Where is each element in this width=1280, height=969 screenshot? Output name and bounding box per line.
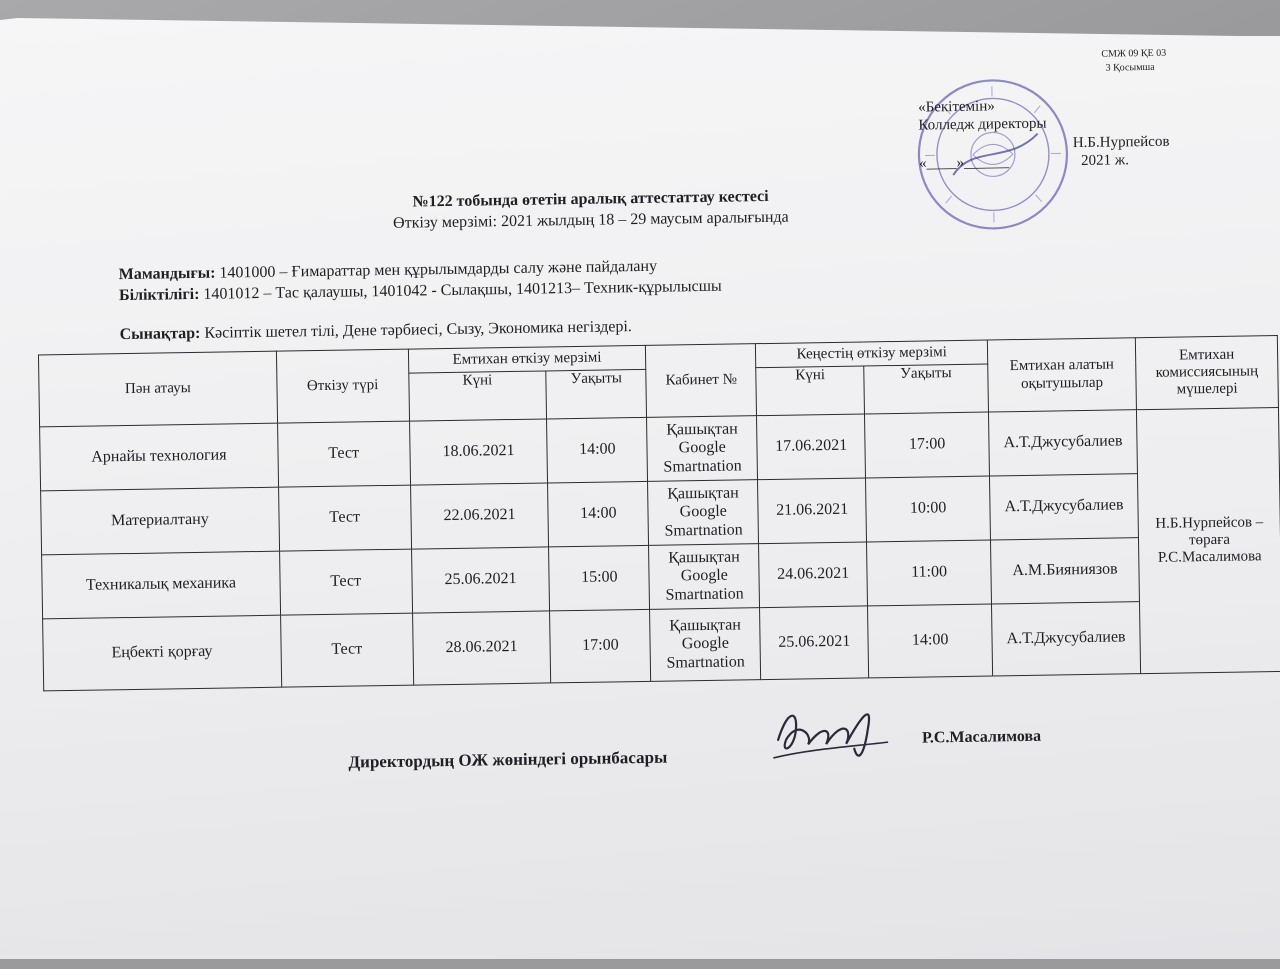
approve-label: «Бекітемін» <box>918 98 995 116</box>
row-consult-time: 10:00 <box>866 476 991 542</box>
schedule-table <box>38 335 1280 691</box>
deputy-title: Директордың ОЖ жөніндегі орынбасары <box>348 748 667 773</box>
exams-line <box>120 318 632 344</box>
header-teachers: Емтихан алатын оқытушылар <box>987 338 1136 412</box>
deputy-signature <box>767 698 898 770</box>
header-exam-time: Уақыты <box>546 369 647 419</box>
row-teacher: А.М.Бияниязов <box>991 538 1140 604</box>
row-cabinet: Қашықтан Google Smartnation <box>647 416 758 482</box>
row-exam-date: 22.06.2021 <box>410 483 549 549</box>
row-exam-time: 14:00 <box>547 417 648 483</box>
document-subtitle: Өткізу мерзімі: 2021 жылдың 18 – 29 маусым аралығында <box>296 207 886 234</box>
header-consult-period: Кеңестің өткізу мерзімі <box>756 340 988 368</box>
specialty-label: Мамандығы: <box>119 265 216 284</box>
row-subject: Арнайы технология <box>40 423 279 491</box>
header-type: Өткізу түрі <box>276 349 409 423</box>
row-consult-time: 14:00 <box>868 604 993 678</box>
deputy-name: Р.С.Масалимова <box>922 728 1041 748</box>
row-consult-time: 17:00 <box>865 412 990 478</box>
row-subject: Материалтану <box>41 487 280 555</box>
qualification-value: 1401012 – Тас қалаушы, 1401042 - Сылақшы, 1401213– Техник-құрылысшы <box>203 278 722 303</box>
row-consult-date: 17.06.2021 <box>757 414 866 480</box>
row-type: Тест <box>277 421 410 487</box>
row-type: Тест <box>278 485 411 551</box>
row-exam-time: 14:00 <box>548 481 649 547</box>
exams-label: Сынақтар: <box>120 325 201 343</box>
attachment-label: 3 Қосымша <box>1106 62 1155 74</box>
row-consult-date: 21.06.2021 <box>758 478 867 544</box>
commission-members: Н.Б.Нурпейсов – төраға Р.С.Масалимова <box>1136 407 1280 673</box>
row-subject: Техникалық механика <box>42 551 281 619</box>
row-type: Тест <box>280 613 413 687</box>
header-commission: Емтихан комиссиясының мүшелері <box>1135 335 1278 409</box>
row-cabinet: Қашықтан Google Smartnation <box>650 608 761 682</box>
approval-year: 2021 ж. <box>1081 152 1129 170</box>
row-subject: Еңбекті қорғау <box>43 615 282 691</box>
qualification-label: Біліктілігі: <box>119 286 200 304</box>
header-cabinet: Кабинет № <box>646 344 757 418</box>
row-exam-date: 25.06.2021 <box>411 547 550 613</box>
header-consult-day: Күні <box>756 366 865 416</box>
row-cabinet: Қашықтан Google Smartnation <box>648 480 759 546</box>
approval-date-blank: «____»______ <box>919 154 1009 172</box>
row-cabinet: Қашықтан Google Smartnation <box>649 544 760 610</box>
form-code: СМЖ 09 ҚЕ 03 <box>1101 48 1166 60</box>
row-consult-date: 24.06.2021 <box>759 542 868 608</box>
header-subject: Пән атауы <box>38 351 277 427</box>
document-title: №122 тобында өтетін аралық аттестаттау кестесі <box>295 186 885 213</box>
row-teacher: А.Т.Джусубалиев <box>989 410 1138 476</box>
director-title: Колледж директоры <box>918 116 1046 135</box>
row-consult-time: 11:00 <box>867 540 992 606</box>
header-exam-day: Күні <box>408 371 547 421</box>
row-consult-date: 25.06.2021 <box>760 606 869 680</box>
row-exam-date: 28.06.2021 <box>412 611 551 685</box>
row-type: Тест <box>279 549 412 615</box>
exams-value: Кәсіптік шетел тілі, Дене тәрбиесі, Сызу, Экономика негіздері. <box>204 318 632 342</box>
row-teacher: А.Т.Джусубалиев <box>992 602 1141 676</box>
row-exam-date: 18.06.2021 <box>409 419 548 485</box>
row-exam-time: 15:00 <box>549 545 650 611</box>
header-consult-time: Уақыты <box>864 364 989 414</box>
specialty-value: 1401000 – Ғимараттар мен құрылымдарды салу және пайдалану <box>219 258 657 282</box>
row-teacher: А.Т.Джусубалиев <box>990 474 1139 540</box>
director-name: Н.Б.Нурпейсов <box>1073 134 1170 153</box>
row-exam-time: 17:00 <box>550 609 651 683</box>
header-exam-period: Емтихан өткізу мерзімі <box>408 345 646 373</box>
